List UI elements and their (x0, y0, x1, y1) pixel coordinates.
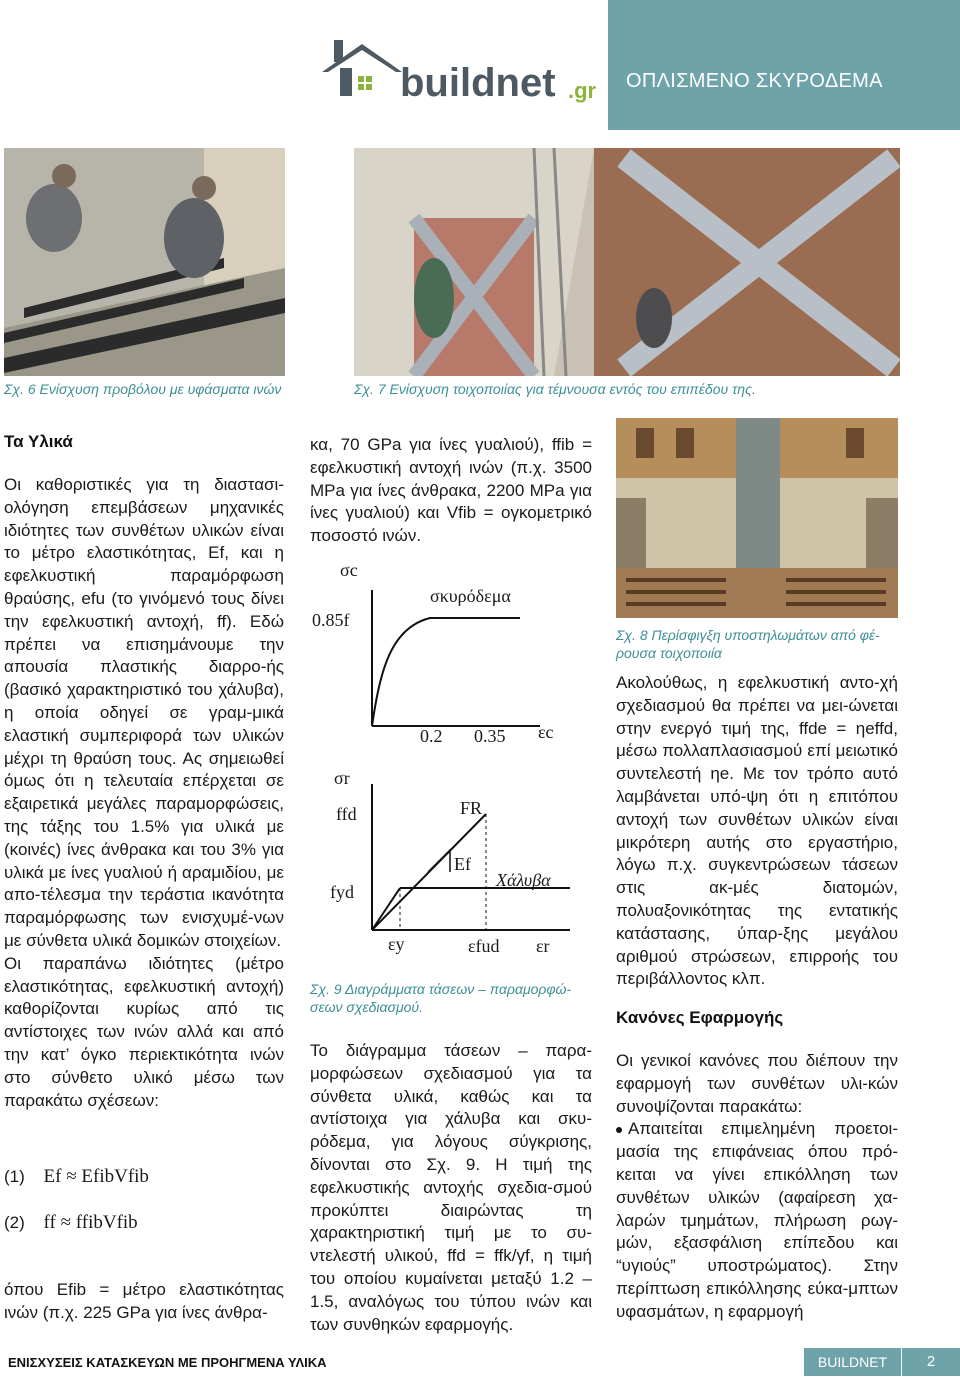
application-rules-heading: Κανόνες Εφαρμογής (616, 1008, 784, 1027)
col2-text-bottom (310, 1040, 592, 1336)
bullet-icon (616, 1127, 622, 1133)
fig9-caption-line1: Σχ. 9 Διαγράμματα τάσεων – παραμορφώ- (310, 981, 572, 997)
col3-paragraph-3 (616, 1118, 898, 1323)
sigma-c-label: σc (340, 560, 358, 580)
header-band (608, 0, 960, 130)
col3-text-top (616, 672, 898, 991)
house-logo-icon (322, 40, 402, 96)
ffd-label: ffd (336, 804, 357, 824)
eq1-body: Ef ≈ EfibVfib (43, 1166, 149, 1187)
photo-masonry-strengthening (354, 148, 900, 376)
sigma-r-label: σr (334, 768, 350, 788)
steel-elastic-line (372, 888, 400, 930)
equation-2 (4, 1212, 138, 1234)
col2-paragraph-2: Το διάγραμμα τάσεων – παρα-μορφώσεων σχεδιασμού για τα σύνθετα υλικά, καθώς και τα αντίστοιχα για χάλυβα και σκυ-ρόδεμα, για λόγους σύγκρισης, δίνονται στο Σχ. 9. Η τιμή της εφελκυστικής αντοχής σχεδια-σμού προκύπτει διαιρώντας τη χαρακτηριστική τιμή με το συ-ντελεστή υλικού, ffd = ffk/γf, η τιμή του οποίου κυμαίνεται μεταξύ 1.2 – 1.5, αναλόγως του τύπου ινών και των συνθηκών εφαρμογής. (310, 1041, 592, 1334)
eps-c-label: εc (538, 722, 554, 742)
col1-text (4, 474, 284, 1112)
stress-strain-diagram (308, 552, 598, 962)
site-logo[interactable] (320, 38, 610, 108)
materials-heading: Τα Υλικά (4, 432, 73, 451)
eps-y-label: εy (388, 934, 405, 954)
photo-church-columns (616, 418, 898, 618)
fig8-caption (616, 626, 880, 662)
x-035-label: 0.35 (474, 726, 506, 746)
col1-paragraph-2: Οι παραπάνω ιδιότητες (μέτρο ελαστικότητας, εφελκυστική αντοχή) καθορίζονται κυρίως από τις αντίστοιχες των ινών αλλά και από την κατ’ όγκο περιεκτικότητα ινών στο σύνθετο υλικό μέσω των παρακάτω σχέσεων: (4, 953, 284, 1110)
concrete-curve (372, 618, 520, 726)
fig7-caption: Σχ. 7 Ενίσχυση τοιχοποιίας για τέμνουσα εντός του επιπέδου της. (354, 381, 756, 397)
fig6-caption: Σχ. 6 Ενίσχυση προβόλου με υφάσματα ινών (4, 381, 282, 397)
fig9-caption-line2: σεων σχεδιασμού. (310, 999, 423, 1015)
fig8-caption-line1: Σχ. 8 Περίσφιγξη υποστηλωμάτων από φέ- (616, 627, 880, 643)
steel-label: Χάλυβα (496, 870, 551, 890)
photo-cantilever-strengthening (4, 148, 285, 376)
col1-paragraph-1: Οι καθοριστικές για τη διαστασι-ολόγηση επεμβάσεων μηχανικές ιδιότητες των συνθέτων υλικών είναι το μέτρο ελαστικότητας, Ef, και η εφελκυστική παραμόρφωση θραύσης, efu (το γινόμενό τους δίνει την εφελκυστική αντοχή, ff). Εδώ πρέπει να επισημάνουμε την απουσία πλαστικής διαρρο-ής (βασικό χαρακτηριστικό του χάλυβα), η οποία οδηγεί σε γραμ-μικά ελαστική συμπεριφορά των υλικών μέχρι τη θραύση τους. Ας σημειωθεί όμως ότι η τελευταία επέρχεται σε εξαιρετικά μεγάλες παραμορφώσεις, της τάξης του 1.5% για υλικά με (κοινές) ίνες άνθρακα και του 3% για υλικά με ίνες γυαλιού ή αραμιδίου, με απο-τέλεσμα την τεράστια ικανότητα παραμόρφωσης των ενισχυμέ-νων με σύνθετα υλικά δομικών στοιχείων. (4, 475, 284, 950)
eq2-number: (2) (4, 1213, 25, 1232)
fyd-label: fyd (330, 882, 354, 902)
col1-text-bottom (4, 1279, 284, 1325)
col1-paragraph-3: όπου Efib = μέτρο ελαστικότητας ινών (π.χ. 225 GPa για ίνες άνθρα- (4, 1280, 284, 1322)
slope-triangle (428, 850, 450, 872)
footer-title: ΕΝΙΣΧΥΣΕΙΣ ΚΑΤΑΣΚΕΥΩΝ ΜΕ ΠΡΟΗΓΜΕΝΑ ΥΛΙΚΑ (8, 1355, 327, 1370)
col3-paragraph-1: Ακολούθως, η εφελκυστική αντο-χή σχεδιασμού θα πρέπει να μει-ώνεται στην ενεργό τιμή της, ffde = ηeffd, μέσω πολλαπλασιασμού επί μειωτικό συντελεστή ηe. Με τον τρόπο αυτό λαμβάνεται υπό-ψη ότι η επιτόπου αντοχή των συνθέτων υλικών είναι μικρότερη αυτής στο εργαστήριο, λόγω π.χ. συγκεντρώσεων τάσεων στις ακ-μές διατομών, πολυαξονικότητας της εντατικής κατάστασης, ύπαρ-ξης μεγάλου αριθμού στρώσεων, επιρροής του περιβάλλοντος κλπ. (616, 673, 898, 989)
logo-text: buildnet (400, 61, 556, 105)
col2-text-top (310, 434, 592, 548)
section-title: ΟΠΛΙΣΜΕΝΟ ΣΚΥΡΟΔΕΜΑ (626, 70, 883, 92)
frp-label: FR (460, 798, 483, 818)
eps-r-label: εr (536, 936, 550, 956)
ef-label: Ef (454, 854, 471, 874)
page-number: 2 (902, 1348, 960, 1376)
col3-paragraph-2: Οι γενικοί κανόνες που διέπουν την εφαρμογή των συνθέτων υλι-κών συνοψίζονται παρακάτω: (616, 1051, 898, 1116)
col3-text-bottom (616, 1050, 898, 1324)
x-02-label: 0.2 (420, 726, 443, 746)
eps-fud-label: εfud (468, 936, 500, 956)
col3-bullet-text: Απαιτείται επιμελημένη προετοι-μασία της επιφάνειας όπου πρό-κειται να γίνει επικόλληση των συνθέτων υλικών (αφαίρεση χα-λαρών τμημάτων, πλήρωση ρωγ-μών, εξασφάλιση επίπεδου και “υγιούς” υποστρώματος). Στην περίπτωση επικόλλησης εύκα-μπτων υφασμάτων, η εφαρμογή (616, 1119, 898, 1321)
eq1-number: (1) (4, 1167, 25, 1186)
f085-label: 0.85f (312, 610, 350, 630)
footer-brand[interactable]: BUILDNET (804, 1348, 901, 1376)
equation-1 (4, 1166, 149, 1188)
eq2-body: ff ≈ ffibVfib (43, 1212, 138, 1233)
fig8-caption-line2: ρουσα τοιχοποιία (616, 645, 722, 661)
logo-tld: .gr (568, 78, 597, 103)
col2-paragraph-1: κα, 70 GPa για ίνες γυαλιού), ffib = εφελκυστική αντοχή ινών (π.χ. 3500 MPa για ίνες άνθρακα, 2200 MPa για ίνες γυαλιού) και Vfib = ογκομετρικό ποσοστό ινών. (310, 435, 592, 546)
fig9-caption (310, 980, 571, 1016)
concrete-label: σκυρόδεμα (430, 586, 511, 606)
